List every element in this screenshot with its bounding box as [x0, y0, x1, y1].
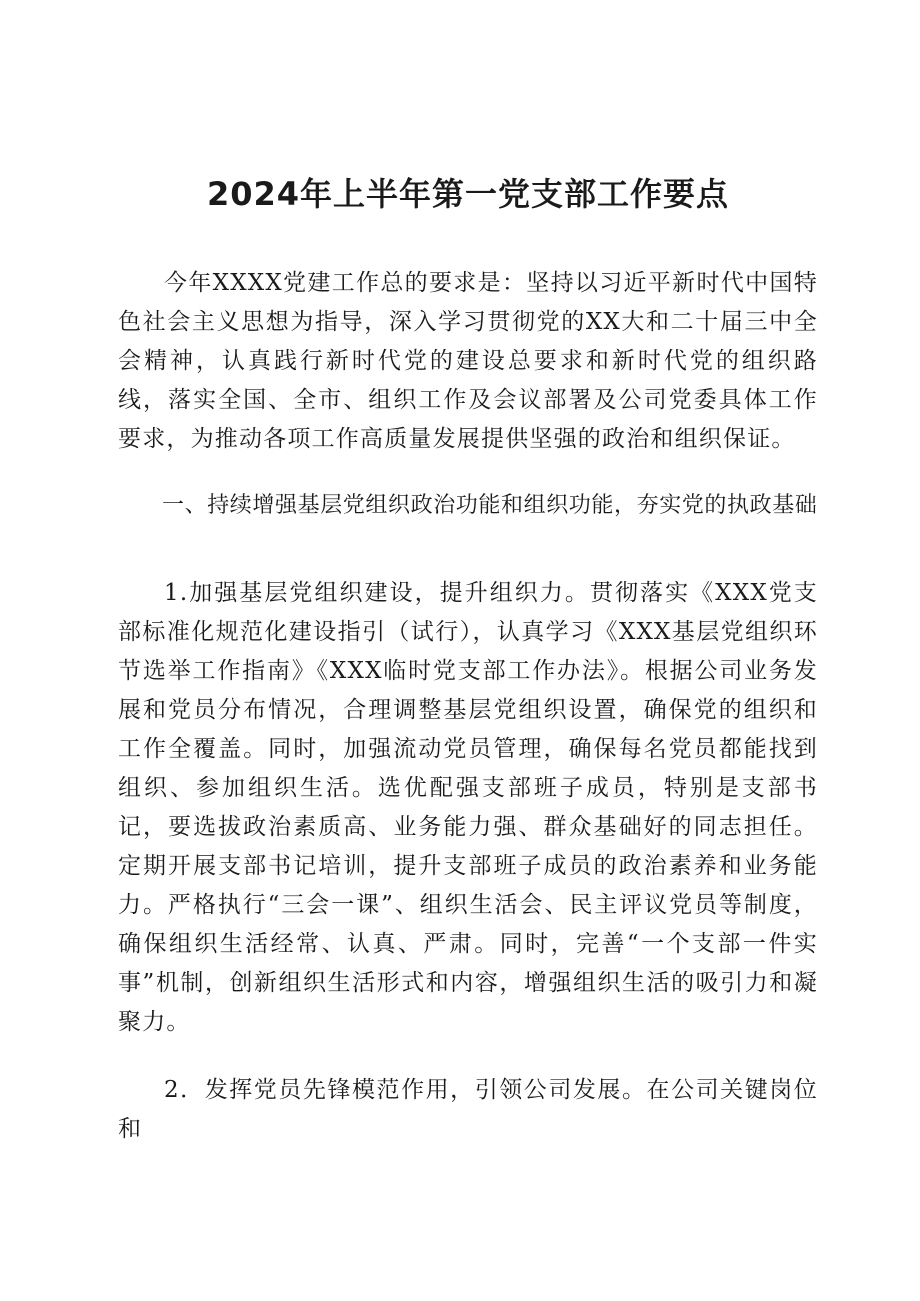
- document-title: 2024年上半年第一党支部工作要点: [206, 175, 730, 213]
- section-one-heading: 一、持续增强基层党组织政治功能和组织功能，夯实党的执政基础: [162, 493, 818, 518]
- item-one-paragraph: 1.加强基层党组织建设，提升组织力。贯彻落实《XXX党支部标准化规范化建设指引（试行），认真学习《XXX基层党组织环节选举工作指南》《XXX临时党支部工作办法》。根据公司业务发展和党员分布情况，合理调整基层党组织设置，确保党的组织和工作全覆盖。同时，加强流动党员管理，确保每名党员都能找到组织、参加组织生活。选优配强支部班子成员，特别是支部书记，要选拔政治素质高、业务能力强、群众基础好的同志担任。定期开展支部书记培训，提升支部班子成员的政治素养和业务能力。严格执行“三会一课”、组织生活会、民主评议党员等制度，确保组织生活经常、认真、严肃。同时，完善“一个支部一件实事”机制，创新组织生活形式和内容，增强组织生活的吸引力和凝聚力。: [118, 580, 818, 1035]
- item-two-paragraph: 2．发挥党员先锋模范作用，引领公司发展。在公司关键岗位和: [118, 1077, 818, 1142]
- intro-paragraph: 今年XXXX党建工作总的要求是：坚持以习近平新时代中国特色社会主义思想为指导，深入学习贯彻党的XX大和二十届三中全会精神，认真践行新时代党的建设总要求和新时代党的组织路线，落实全国、全市、组织工作及会议部署及公司党委具体工作要求，为推动各项工作高质量发展提供坚强的政治和组织保证。: [118, 270, 818, 452]
